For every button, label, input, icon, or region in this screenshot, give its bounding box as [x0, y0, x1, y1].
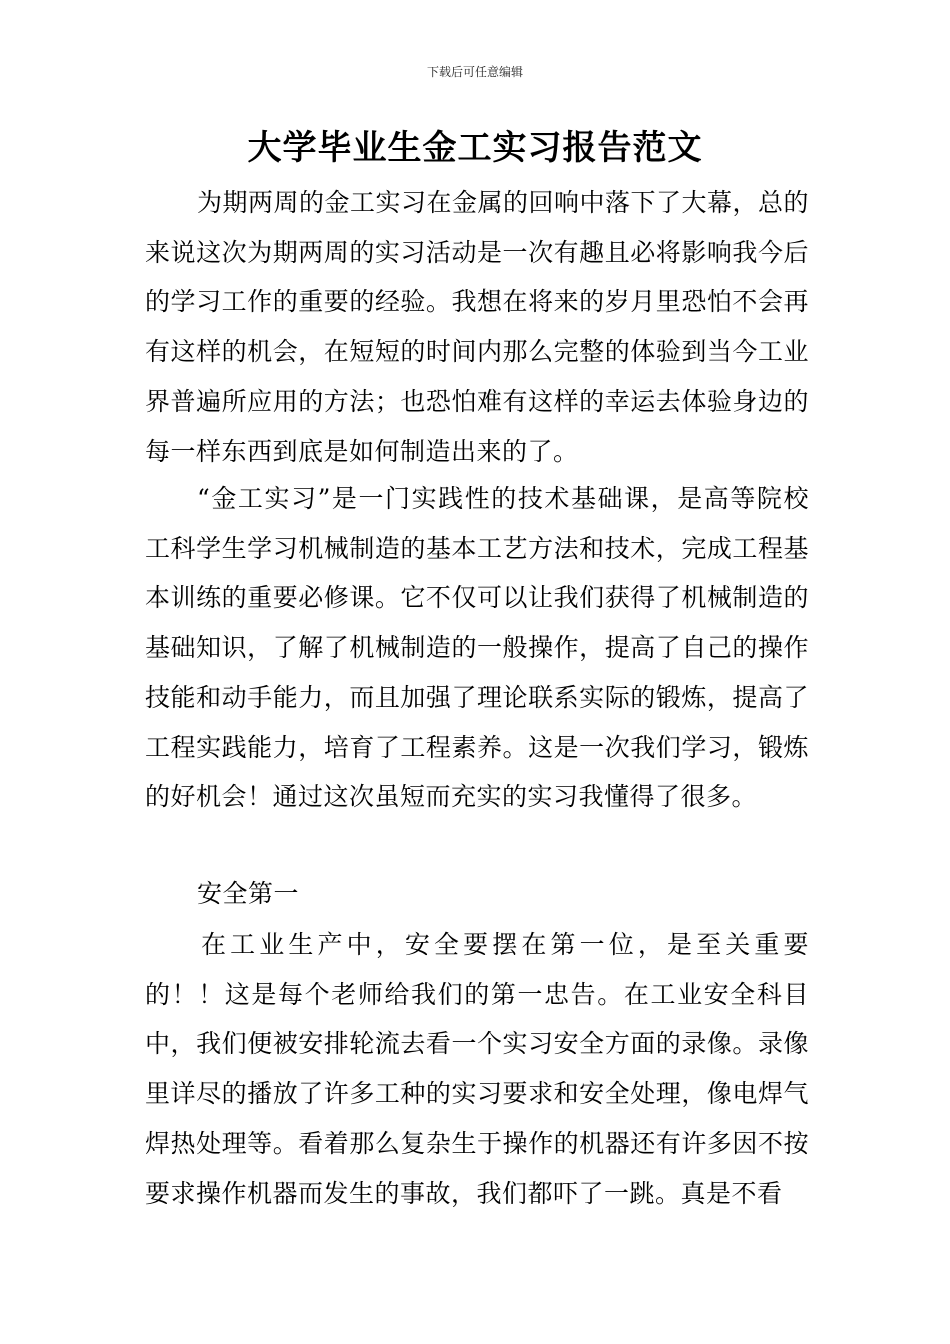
- section-heading-text: 安全第一: [197, 879, 300, 908]
- paragraph-1: [145, 178, 809, 476]
- paragraph-text: 为期两周的金工实习在金属的回响中落下了大幕，总的来说这次为期两周的实习活动是一次有趣且必将影响我今后的学习工作的重要的经验。我想在将来的岁月里恐怕不会再有这样的机会，在短短的时间内那么完整的体验到当今工业界普遍所应用的方法；也恐怕难有这样的幸运去体验身边的每一样东西到底是如何制造出来的了。: [145, 188, 810, 466]
- paragraph-3: [145, 920, 809, 1218]
- section-heading: [145, 869, 809, 919]
- document-title: 大学毕业生金工实习报告范文: [247, 128, 703, 168]
- paragraph-text: 在工业生产中，安全要摆在第一位，是至关重要的！！这是每个老师给我们的第一忠告。在工业安全科目中，我们便被安排轮流去看一个实习安全方面的录像。录像里详尽的播放了许多工种的实习要求和安全处理，像电焊气焊热处理等。看着那么复杂生于操作的机器还有许多因不按要求操作机器而发生的事故，我们都吓了一跳。真是不看: [145, 930, 809, 1208]
- paragraph-text: “金工实习”是一门实践性的技术基础课，是高等院校工科学生学习机械制造的基本工艺方法和技术，完成工程基本训练的重要必修课。它不仅可以让我们获得了机械制造的基础知识，了解了机械制造的一般操作，提高了自己的操作技能和动手能力，而且加强了理论联系实际的锻炼，提高了工程实践能力，培育了工程素养。这是一次我们学习，锻炼的好机会！通过这次虽短而充实的实习我懂得了很多。: [145, 484, 809, 812]
- paragraph-2: [145, 474, 809, 822]
- header-note: 下载后可任意编辑: [426, 65, 523, 79]
